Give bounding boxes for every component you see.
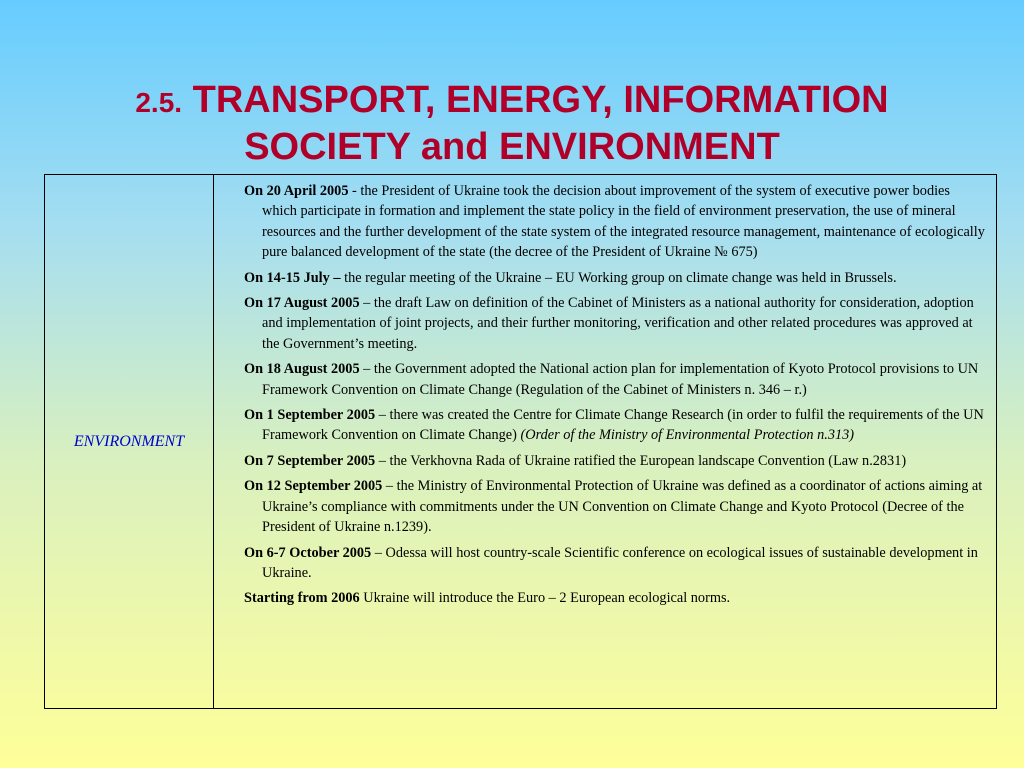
event-date: On 7 September 2005	[244, 452, 376, 469]
event-entry	[244, 476, 986, 537]
event-entry	[244, 405, 986, 446]
title-line-2: SOCIETY and ENVIRONMENT	[244, 126, 780, 168]
section-label: ENVIRONMENT	[73, 432, 185, 450]
section-cell	[45, 175, 214, 709]
event-entry	[244, 543, 986, 584]
event-date: On 1 September 2005	[244, 407, 376, 424]
event-text: the regular meeting of the Ukraine – EU Working group on climate change was held in Brussels.	[340, 269, 897, 286]
event-text: – there was created the Centre for Climate Change Research (in order to fulfil the requirements of the UN Framework Convention on Climate Change)	[262, 407, 984, 444]
slide-title	[0, 78, 1024, 170]
event-entry	[244, 588, 986, 608]
event-text: Ukraine will introduce the Euro – 2 European ecological norms.	[359, 590, 731, 607]
title-line-1	[0, 78, 1024, 125]
event-text: – the draft Law on definition of the Cabinet of Ministers as a national authority for consideration, adoption and implementation of joint projects, and their further monitoring, verification and other related procedures was approved at the Government’s meeting.	[262, 295, 974, 352]
event-entry	[244, 181, 986, 263]
content-table	[44, 174, 997, 709]
event-note: (Order of the Ministry of Environmental Protection n.313)	[520, 427, 855, 444]
event-text: – the Government adopted the National action plan for implementation of Kyoto Protocol provisions to UN Framework Convention on Climate Change (Regulation of the Cabinet of Ministers n. 346 – r.)	[262, 361, 979, 398]
events-cell	[214, 175, 997, 709]
event-text: – the Verkhovna Rada of Ukraine ratified the European landscape Convention (Law n.2831)	[375, 452, 907, 469]
event-date: On 20 April 2005	[244, 183, 349, 199]
event-text: – Odessa will host country-scale Scientific conference on ecological issues of sustainable development in Ukraine.	[262, 544, 978, 581]
event-date: On 18 August 2005	[244, 361, 360, 378]
event-entry	[244, 293, 986, 354]
event-date: On 17 August 2005	[244, 295, 360, 312]
event-entry	[244, 451, 986, 471]
events-list	[244, 181, 986, 609]
event-text: - the President of Ukraine took the decision about improvement of the system of executive power bodies which participate in formation and implement the state policy in the field of environment preservation, the use of mineral resources and the further development of the state system of the integrated resource management, maintenance of ecologically pure balanced development of the state (the decree of the President of Ukraine № 675)	[262, 183, 985, 261]
title-number: 2.5.	[135, 87, 183, 118]
table-row	[45, 175, 997, 709]
event-date: On 14-15 July –	[244, 269, 341, 286]
event-date: On 6-7 October 2005	[244, 544, 372, 561]
event-date: Starting from 2006	[244, 590, 360, 607]
title-text-1: TRANSPORT, ENERGY, INFORMATION	[192, 79, 889, 121]
event-entry	[244, 268, 986, 288]
event-entry	[244, 359, 986, 400]
event-date: On 12 September 2005	[244, 478, 383, 495]
event-text: – the Ministry of Environmental Protection of Ukraine was defined as a coordinator of actions aiming at Ukraine’s compliance with commitments under the UN Convention on Climate Change and Kyoto Protocol (Decree of the President of Ukraine n.1239).	[262, 478, 983, 536]
